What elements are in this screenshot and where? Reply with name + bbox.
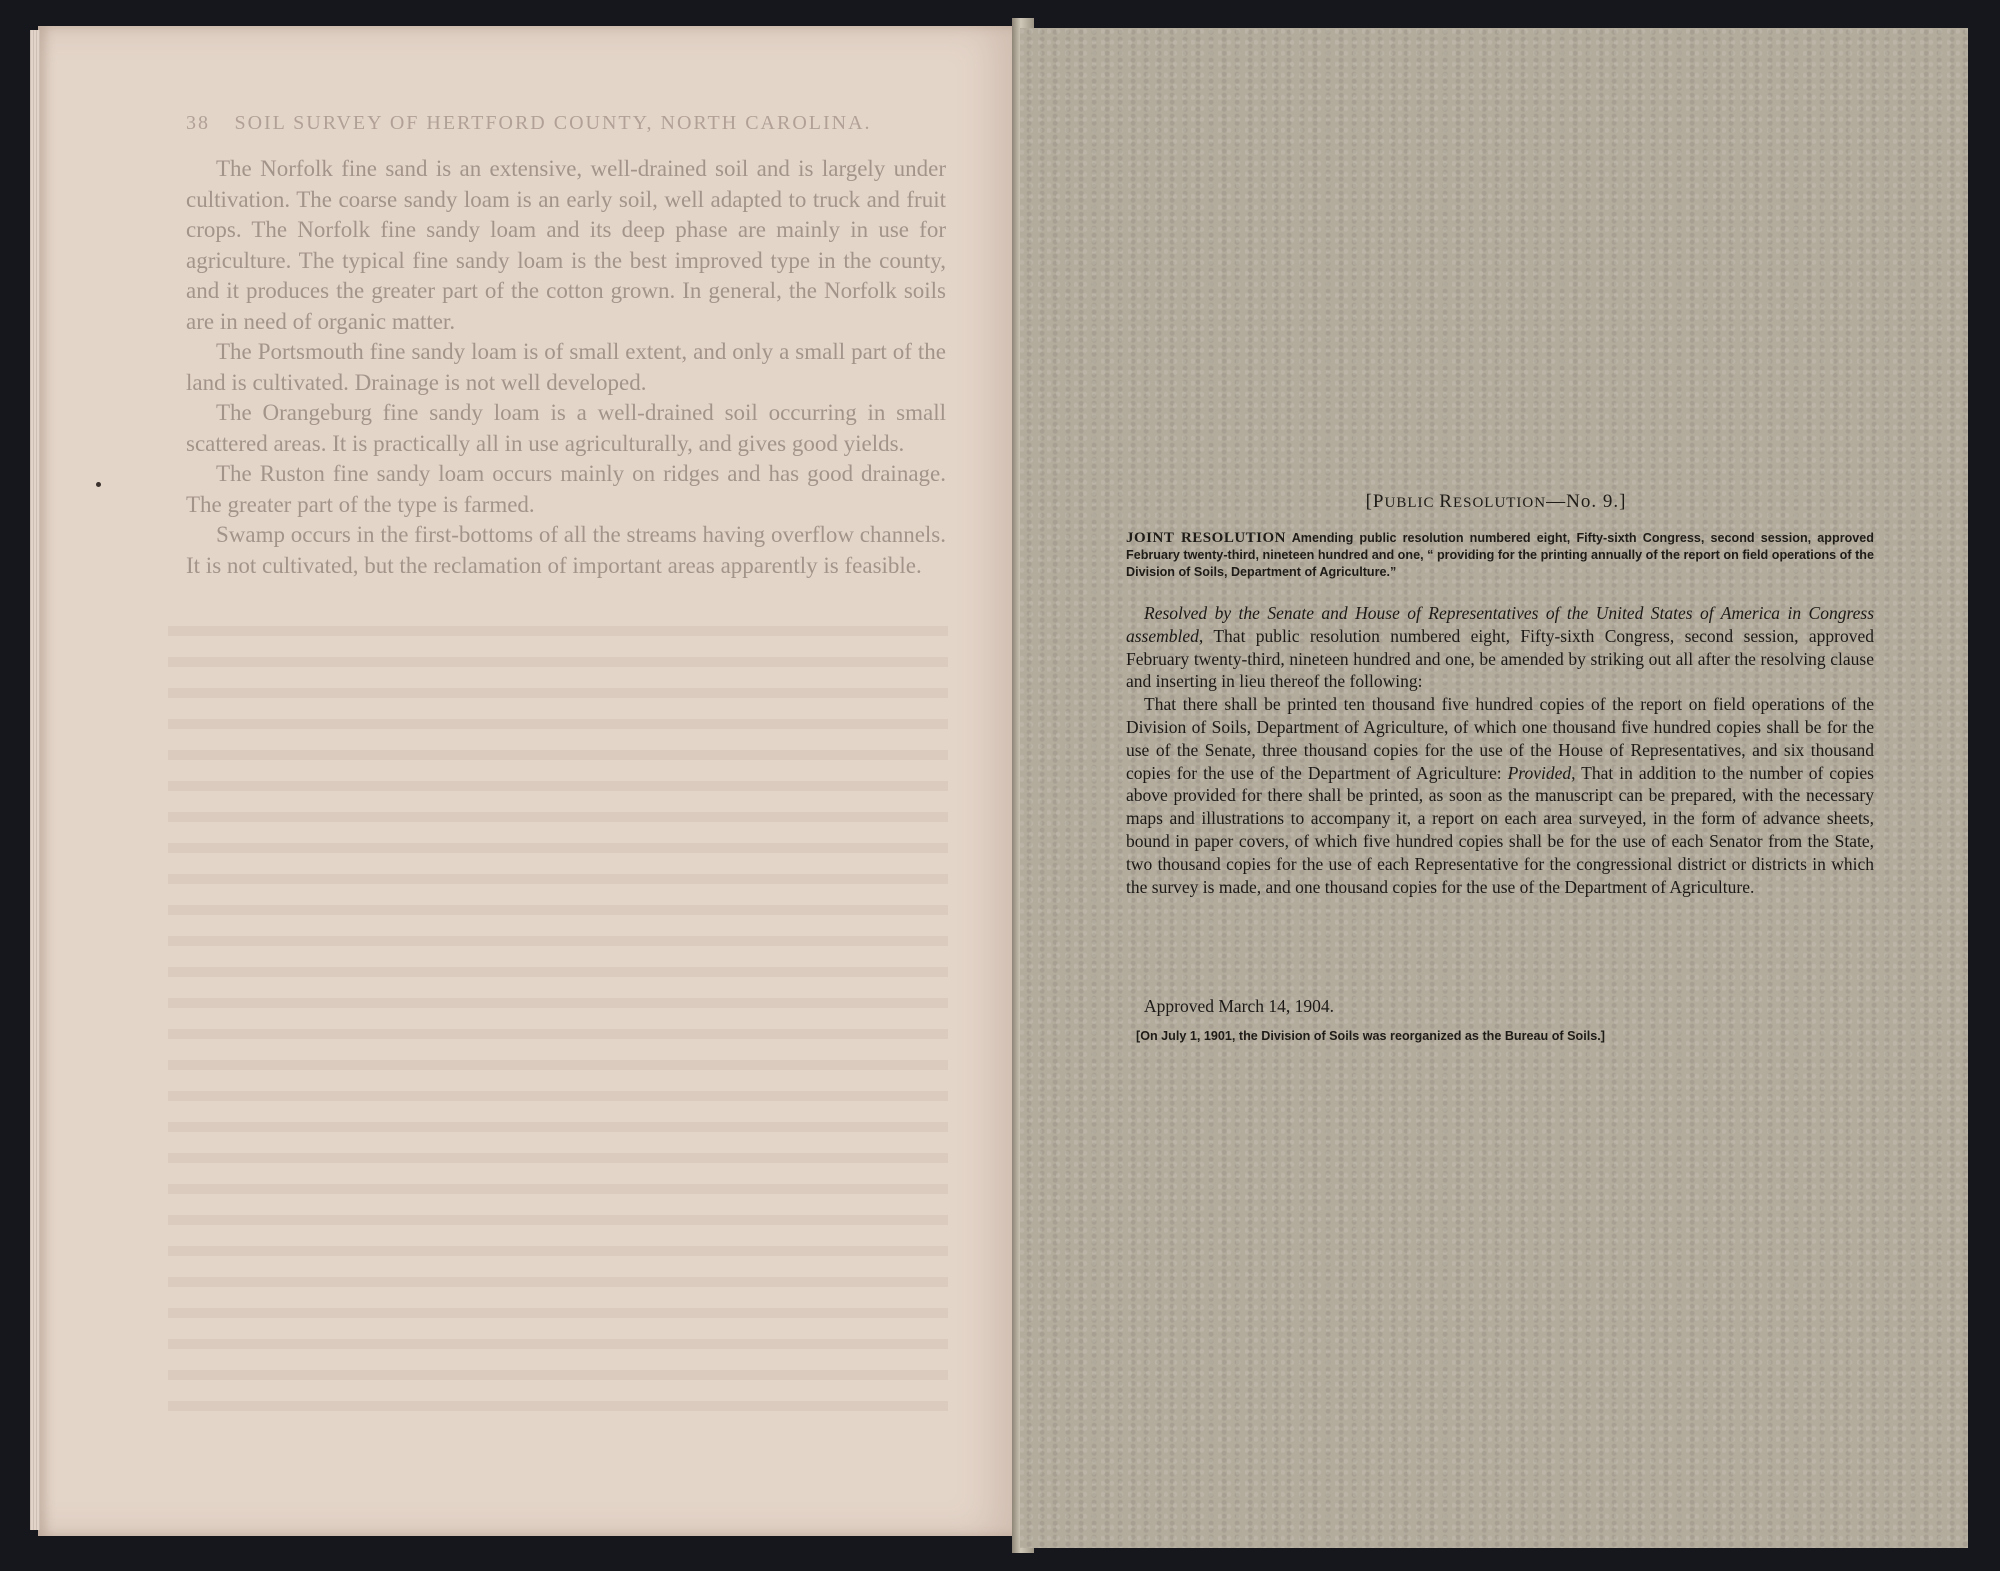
left-paragraph: The Portsmouth fine sandy loam is of small extent, and only a small part of the land is cultivated. Drainage is not well developed. (186, 339, 946, 395)
bleed-through-text (168, 626, 948, 1426)
left-page-running-title: SOIL SURVEY OF HERTFORD COUNTY, NORTH CAROLINA. (234, 112, 872, 134)
editorial-note: [On July 1, 1901, the Division of Soils was reorganized as the Bureau of Soils.] (1136, 1029, 1605, 1043)
left-paragraph: The Orangeburg fine sandy loam is a well-drained soil occurring in small scattered areas. It is practically all in use agriculturally, and gives good yields. (186, 400, 946, 456)
left-page (38, 26, 1016, 1536)
left-page-header (186, 112, 896, 135)
approved-date: Approved March 14, 1904. (1144, 996, 1335, 1016)
left-paragraph: Swamp occurs in the first-bottoms of all the streams having overflow channels. It is not cultivated, but the reclamation of important areas apparently is feasible. (186, 522, 946, 578)
page-stack-edge (30, 30, 40, 1530)
left-paragraph: The Norfolk fine sand is an extensive, well-drained soil and is largely under cultivation. The coarse sandy loam is an early soil, well adapted to truck and fruit crops. The Norfolk fine sandy loam and its deep phase are mainly in use for agriculture. The typical fine sandy loam is the best improved type in the county, and it produces the greater part of the cotton grown. In general, the Norfolk soils are in need of organic matter. (186, 156, 946, 334)
joint-resolution-text: Amending public resolution numbered eight, Fifty-sixth Congress, second session, approved February twenty-third, nineteen hundred and one, “ providing for the printing annually of the report on field operations of the Division of Soils, Department of Agriculture.” (1126, 531, 1874, 579)
ink-spot (96, 482, 101, 487)
resolution-body (1126, 602, 1874, 898)
right-page (1020, 28, 1968, 1548)
resolution-title: [PUBLIC RESOLUTION—No. 9.] (1365, 491, 1627, 512)
joint-resolution-heading (1126, 530, 1874, 581)
left-page-number: 38 (186, 112, 210, 134)
left-page-body (186, 154, 946, 581)
left-paragraph: The Ruston fine sandy loam occurs mainly on ridges and has good drainage. The greater part of the type is farmed. (186, 461, 946, 517)
resolved-paragraph: Resolved by the Senate and House of Representatives of the United States of America in Congress assembled, That public resolution numbered eight, Fifty-sixth Congress, second session, approved February twenty-third, nineteen hundred and one, be amended by striking out all after the resolving clause and inserting in lieu thereof the following: (1126, 603, 1874, 692)
that-paragraph: That there shall be printed ten thousand five hundred copies of the report on field operations of the Division of Soils, Department of Agriculture, of which one thousand five hundred copies shall be for the use of the Senate, three thousand copies for the use of the House of Representatives, and six thousand copies for the use of the Department of Agriculture: Provided, That in addition to the number of copies above provided for there shall be printed, as soon as the manuscript can be prepared, with the necessary maps and illustrations to accompany it, a report on each area surveyed, in the form of advance sheets, bound in paper covers, of which five hundred copies shall be for the use of each Senator from the State, two thousand copies for the use of each Representative for the congressional district or districts in which the survey is made, and one thousand copies for the use of the Department of Agriculture. (1126, 694, 1874, 897)
joint-resolution-lead: JOINT RESOLUTION (1126, 530, 1287, 546)
